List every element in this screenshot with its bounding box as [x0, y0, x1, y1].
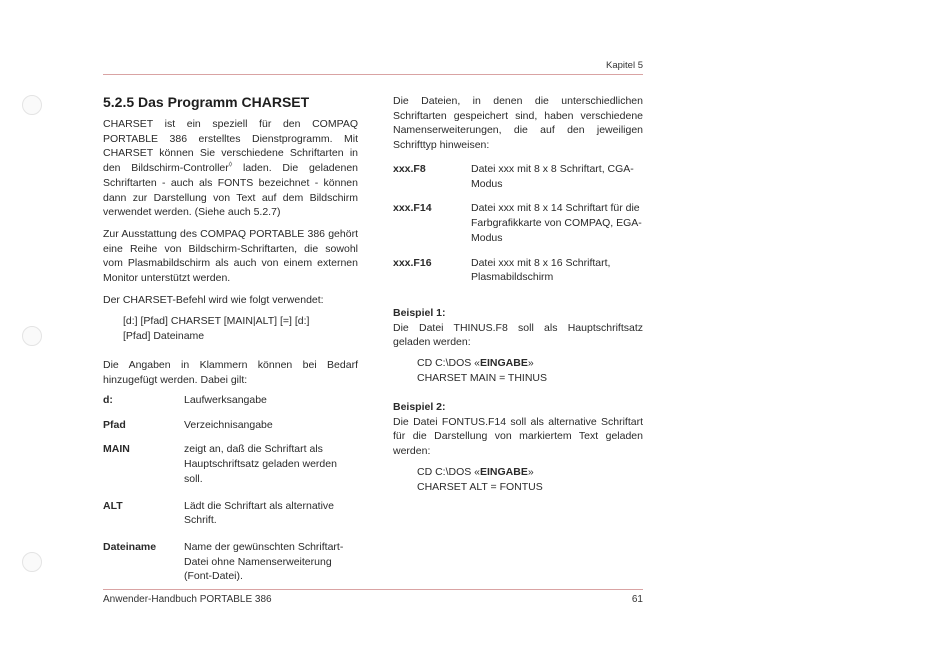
example-2-command-2: CHARSET ALT = FONTUS — [417, 480, 543, 493]
example-2-commands — [417, 465, 643, 494]
example-2 — [393, 400, 643, 494]
header-rule — [103, 74, 643, 75]
extension-list — [393, 162, 643, 285]
enter-key-label: EINGABE — [480, 465, 528, 478]
extension-desc: Datei xxx mit 8 x 14 Schriftart für die Farbgrafikkarte von COMPAQ, EGA-Modus — [471, 202, 642, 244]
parameter-desc: Name der gewünschten Schriftart-Datei ohne Namenserweiterung (Font-Datei). — [184, 540, 344, 583]
footer-book-title: Anwender-Handbuch PORTABLE 386 — [103, 594, 272, 605]
example-1-text: Die Datei THINUS.F8 soll als Hauptschriftsatz geladen werden: — [393, 321, 643, 349]
example-1-commands — [417, 356, 643, 385]
extension-row-f8 — [393, 162, 643, 191]
page-number: 61 — [631, 594, 643, 605]
extension-desc: Datei xxx mit 8 x 16 Schriftart, Plasmabildschirm — [471, 256, 611, 284]
parameter-row-filename — [103, 540, 363, 584]
chapter-label: Kapitel 5 — [606, 60, 643, 71]
parameter-desc: Verzeichnisangabe — [184, 418, 273, 431]
syntax-line-1: [d:] [Pfad] CHARSET [MAIN|ALT] [=] [d:] — [123, 315, 310, 328]
parameter-row-path — [103, 418, 363, 433]
example-1-command-2: CHARSET MAIN = THINUS — [417, 371, 548, 384]
parameter-term: Dateiname — [103, 540, 157, 553]
parameter-desc: Laufwerksangabe — [184, 394, 267, 406]
right-intro-paragraph: Die Dateien, in denen die unterschiedlichen Schriftarten gespeichert sind, haben verschiedene Namenserweiterungen, die auf den jeweiligen Schrifttyp hinweisen: — [393, 95, 643, 152]
parameter-row-drive — [103, 393, 363, 408]
parameter-row-main — [103, 442, 363, 486]
left-column — [103, 117, 358, 394]
parameter-term: ALT — [103, 499, 123, 512]
parameter-term: MAIN — [103, 443, 130, 456]
example-2-command-1: CD C:\DOS «EINGABE» — [417, 465, 534, 478]
extension-row-f16 — [393, 256, 643, 285]
binder-hole-middle — [22, 326, 42, 346]
binder-hole-bottom — [22, 552, 42, 572]
extension-term: xxx.F16 — [393, 256, 432, 269]
binder-hole-top — [22, 95, 42, 115]
intro-paragraph: CHARSET ist ein speziell für den COMPAQ PORTABLE 386 erstelltes Dienstprogramm. Mit CHARSET können Sie verschiedene Schriftarten in den Bildschirm-Controller◊ laden. Die geladenen Schriftarten - auch als FONTS bezeichnet - können dann zur Darstellung von Text auf dem Bildschirm verwendet werden. (Siehe auch 5.2.7) — [103, 118, 358, 219]
brackets-paragraph: Die Angaben in Klammern können bei Bedarf hinzugefügt werden. Dabei gilt: — [103, 358, 358, 386]
extension-term: xxx.F14 — [393, 202, 432, 215]
section-title: 5.2.5 Das Programm CHARSET — [103, 94, 310, 110]
footnote-mark: ◊ — [228, 161, 233, 169]
parameter-desc: Lädt die Schriftart als alternative Schrift. — [184, 499, 334, 527]
syntax-block — [123, 314, 358, 343]
parameter-row-alt — [103, 499, 363, 528]
example-1 — [393, 306, 643, 386]
footer-rule — [103, 589, 643, 590]
parameter-term: d: — [103, 394, 113, 406]
extension-desc: Datei xxx mit 8 x 8 Schriftart, CGA-Modus — [471, 163, 634, 190]
syntax-line-2: [Pfad] Dateiname — [123, 330, 205, 343]
parameter-list — [103, 393, 363, 584]
fonts-paragraph: Zur Ausstattung des COMPAQ PORTABLE 386 gehört eine Reihe von Bildschirm-Schriftarten, die sowohl vom Plasmabildschirm als auch von einem externen Monitor unterstützt werden. — [103, 227, 358, 285]
extension-row-f14 — [393, 201, 643, 245]
example-1-heading: Beispiel 1: — [393, 307, 446, 319]
parameter-desc: zeigt an, daß die Schriftart als Hauptschriftsatz geladen werden soll. — [184, 443, 337, 485]
example-2-heading: Beispiel 2: — [393, 401, 446, 413]
example-2-text: Die Datei FONTUS.F14 soll als alternative Schriftart für die Darstellung von markiertem Text geladen werden: — [393, 415, 643, 458]
parameter-term: Pfad — [103, 418, 126, 431]
usage-paragraph: Der CHARSET-Befehl wird wie folgt verwendet: — [103, 293, 324, 306]
extension-term: xxx.F8 — [393, 163, 426, 175]
enter-key-label: EINGABE — [480, 357, 528, 370]
example-1-command-1: CD C:\DOS «EINGABE» — [417, 357, 534, 370]
